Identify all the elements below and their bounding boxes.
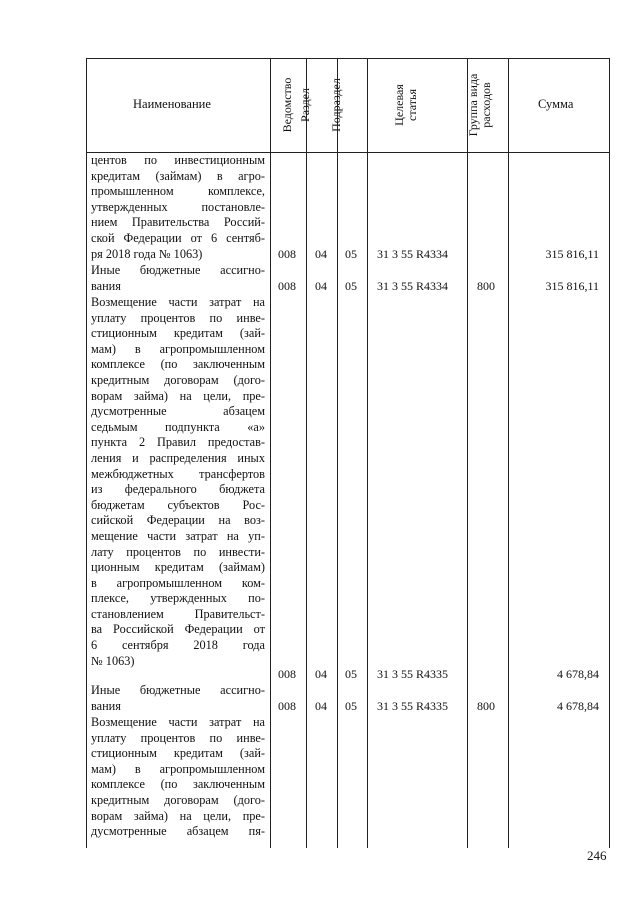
text-line: ворам займа) на цели, пре- xyxy=(91,388,265,403)
text-line: седьмым подпункта «а» xyxy=(91,419,265,434)
header-gruppa xyxy=(467,60,497,150)
row-3-ved: 008 xyxy=(278,667,296,681)
header-podrazdel: Подраздел xyxy=(329,78,343,132)
text-line: становлением Правительст- xyxy=(91,606,265,621)
table-top-border xyxy=(86,58,610,59)
col-border-gruppa-left xyxy=(467,58,468,848)
row-3-podrazdel: 05 xyxy=(345,667,357,681)
col-border-podrazdel-left xyxy=(337,58,338,848)
text-line: пункта 2 Правил предостав- xyxy=(91,435,265,450)
text-line: уплату процентов по инве- xyxy=(91,310,265,325)
header-celevaya xyxy=(393,65,423,145)
row-3-summa: 4 678,84 xyxy=(557,667,599,681)
row-1-name xyxy=(91,153,265,262)
text-line: ской Федерации от 6 сентяб- xyxy=(91,230,265,245)
col-border-celevaya-left xyxy=(367,58,368,848)
page-number: 246 xyxy=(587,848,607,863)
text-line: промышленном комплексе, xyxy=(91,184,265,199)
header-celevaya-line2: статья xyxy=(405,89,419,121)
row-2-ved: 008 xyxy=(278,279,296,293)
col-border-razdel-left xyxy=(306,58,307,848)
text-line: ционным кредитам (займам) xyxy=(91,560,265,575)
header-razdel: Раздел xyxy=(298,88,312,122)
col-border-right xyxy=(609,58,610,848)
col-border-ved-left xyxy=(270,58,271,848)
row-4-podrazdel: 05 xyxy=(345,699,357,713)
row-2-gruppa: 800 xyxy=(477,279,495,293)
header-summa: Сумма xyxy=(538,97,574,111)
text-line: вания xyxy=(91,278,121,293)
col-border-summa-left xyxy=(508,58,509,848)
text-line: ления и распределения иных xyxy=(91,450,265,465)
row-1-ved: 008 xyxy=(278,247,296,261)
text-line: кредитным договорам (дого- xyxy=(91,792,265,807)
text-line: № 1063) xyxy=(91,653,135,668)
text-line: в агропромышленном ком- xyxy=(91,575,265,590)
text-line: дусмотренные абзацем xyxy=(91,404,265,419)
row-4-gruppa: 800 xyxy=(477,699,495,713)
text-line: сийской Федерации на воз- xyxy=(91,513,265,528)
text-line: вания xyxy=(91,698,121,713)
header-gruppa-line1: Группа вида xyxy=(466,73,480,137)
text-line: Иные бюджетные ассигно- xyxy=(91,263,265,277)
row-2-name xyxy=(91,263,265,294)
text-line: Иные бюджетные ассигно- xyxy=(91,683,265,697)
text-line: Возмещение части затрат на xyxy=(91,715,265,729)
text-line: мещение части затрат на уп- xyxy=(91,528,265,543)
row-2-podrazdel: 05 xyxy=(345,279,357,293)
row-4-ved: 008 xyxy=(278,699,296,713)
text-line: нием Правительства Россий- xyxy=(91,215,265,230)
row-4-celevaya: 31 3 55 R4335 xyxy=(377,699,449,713)
row-4-summa: 4 678,84 xyxy=(557,699,599,713)
row-4-name xyxy=(91,683,265,714)
row-2-summa: 315 816,11 xyxy=(545,279,599,293)
text-line: стиционным кредитам (зай- xyxy=(91,746,265,761)
text-line: комплексе (по заключенным xyxy=(91,357,265,372)
header-celevaya-line1: Целевая xyxy=(392,84,406,126)
row-3-celevaya: 31 3 55 R4335 xyxy=(377,667,449,681)
row-1-celevaya: 31 3 55 R4334 xyxy=(377,247,449,261)
text-line: лату процентов по инвести- xyxy=(91,544,265,559)
text-line: межбюджетных трансфертов xyxy=(91,466,265,481)
row-3-name xyxy=(91,295,265,669)
header-name: Наименование xyxy=(133,97,211,111)
row-1-razdel: 04 xyxy=(315,247,327,261)
header-gruppa-line2: расходов xyxy=(479,82,493,128)
row-1-summa: 315 816,11 xyxy=(545,247,599,261)
text-line: ва Российской Федерации от xyxy=(91,622,265,637)
text-line: комплексе (по заключенным xyxy=(91,777,265,792)
text-line: уплату процентов по инве- xyxy=(91,730,265,745)
text-line: ворам займа) на цели, пре- xyxy=(91,808,265,823)
row-2-celevaya: 31 3 55 R4334 xyxy=(377,279,449,293)
text-line: утвержденных постановле- xyxy=(91,199,265,214)
text-line: плексе, утвержденных по- xyxy=(91,591,265,606)
text-line: мам) в агропромышленном xyxy=(91,761,265,776)
text-line: мам) в агропромышленном xyxy=(91,341,265,356)
text-line: из федерального бюджета xyxy=(91,482,265,497)
text-line: Возмещение части затрат на xyxy=(91,295,265,309)
row-1-podrazdel: 05 xyxy=(345,247,357,261)
row-2-razdel: 04 xyxy=(315,279,327,293)
text-line: бюджетам субъектов Рос- xyxy=(91,497,265,512)
row-4-razdel: 04 xyxy=(315,699,327,713)
header-vedomstvo: Ведомство xyxy=(280,77,294,133)
text-line: кредитам (займам) в агро- xyxy=(91,168,265,183)
text-line: стиционным кредитам (зай- xyxy=(91,326,265,341)
text-line: центов по инвестиционным xyxy=(91,153,265,167)
row-3-razdel: 04 xyxy=(315,667,327,681)
text-line: ря 2018 года № 1063) xyxy=(91,246,203,261)
text-line: 6 сентября 2018 года xyxy=(91,638,265,653)
col-border-left xyxy=(86,58,87,848)
text-line: дусмотренные абзацем пя- xyxy=(91,824,265,839)
text-line: кредитным договорам (дого- xyxy=(91,372,265,387)
row-5-name xyxy=(91,715,265,840)
